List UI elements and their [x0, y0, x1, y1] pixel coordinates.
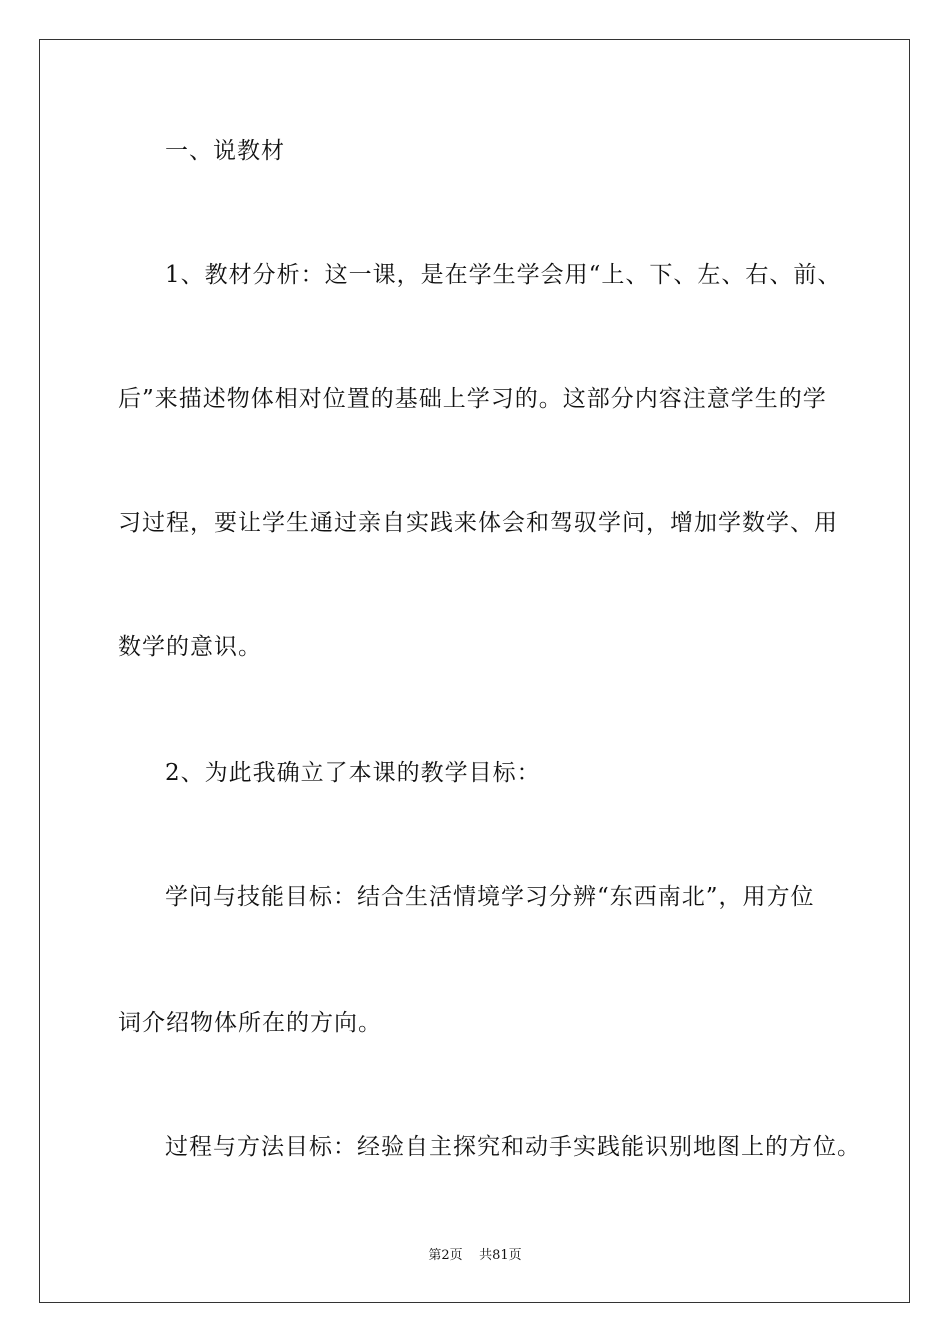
- section-heading: 一、说教材: [165, 138, 285, 164]
- paragraph-line: 后”来描述物体相对位置的基础上学习的。这部分内容注意学生的学: [118, 386, 827, 412]
- page-number: 第2页: [428, 1248, 463, 1263]
- paragraph-line: 1、教材分析：这一课，是在学生学会用“上、下、左、右、前、: [165, 262, 842, 288]
- page-frame: [39, 39, 910, 1303]
- paragraph-line: 学问与技能目标：结合生活情境学习分辨“东西南北”，用方位: [165, 884, 815, 910]
- paragraph-line: 词介绍物体所在的方向。: [118, 1010, 382, 1036]
- paragraph-line: 习过程，要让学生通过亲自实践来体会和驾驭学问，增加学数学、用: [118, 510, 838, 536]
- page-footer: [0, 1247, 950, 1265]
- paragraph-line: 2、为此我确立了本课的教学目标：: [165, 760, 541, 786]
- paragraph-line: 数学的意识。: [118, 634, 262, 660]
- page-total: 共81页: [479, 1248, 522, 1263]
- paragraph-line: 过程与方法目标：经验自主探究和动手实践能识别地图上的方位。: [165, 1134, 861, 1160]
